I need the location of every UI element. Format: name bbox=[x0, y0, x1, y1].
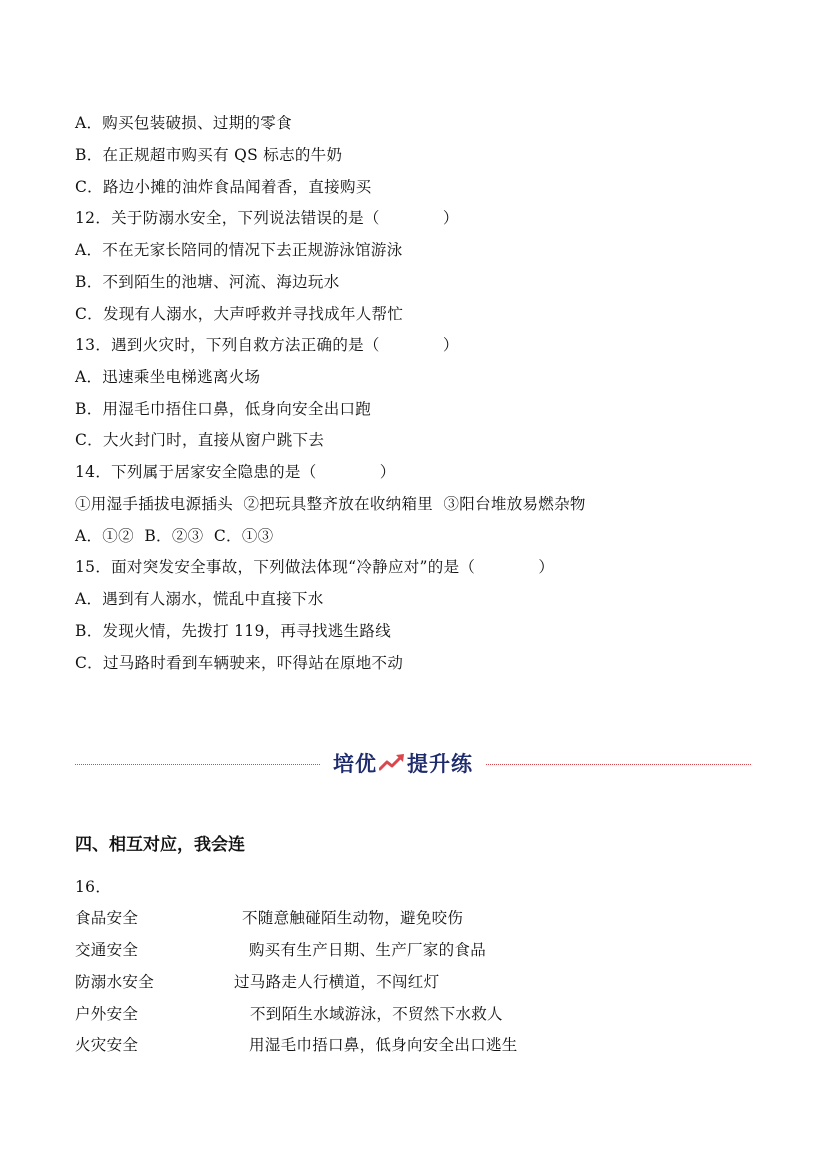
trend-arrow-icon bbox=[379, 753, 405, 773]
q14-stem: 14．下列属于居家安全隐患的是（ ） bbox=[75, 463, 396, 481]
match-right-2: 购买有生产日期、生产厂家的食品 bbox=[249, 941, 487, 959]
q11-option-b: B．在正规超市购买有 QS 标志的牛奶 bbox=[75, 146, 343, 164]
divider-right bbox=[486, 764, 751, 765]
section-title: 四、相互对应，我会连 bbox=[75, 835, 245, 855]
q13-option-c: C．大火封门时，直接从窗户跳下去 bbox=[75, 431, 325, 449]
q12-option-c: C．发现有人溺水，大声呼救并寻找成年人帮忙 bbox=[75, 305, 404, 323]
q15-option-a: A．遇到有人溺水，慌乱中直接下水 bbox=[75, 590, 324, 608]
q15-stem: 15．面对突发安全事故，下列做法体现“冷静应对”的是（ ） bbox=[75, 558, 555, 576]
banner-text-left: 培优 bbox=[333, 752, 377, 776]
q14-options: A．①② B．②③ C．①③ bbox=[75, 527, 274, 545]
q12-stem: 12．关于防溺水安全，下列说法错误的是（ ） bbox=[75, 209, 459, 227]
q11-option-c: C．路边小摊的油炸食品闻着香，直接购买 bbox=[75, 178, 372, 196]
match-left-1: 食品安全 bbox=[75, 909, 139, 927]
match-left-2: 交通安全 bbox=[75, 941, 139, 959]
banner-text-right: 提升练 bbox=[407, 752, 473, 776]
match-left-5: 火灾安全 bbox=[75, 1036, 139, 1054]
q13-option-a: A．迅速乘坐电梯逃离火场 bbox=[75, 368, 261, 386]
banner-title bbox=[322, 748, 484, 778]
q15-option-c: C．过马路时看到车辆驶来，吓得站在原地不动 bbox=[75, 654, 404, 672]
q16-number: 16． bbox=[75, 878, 112, 896]
match-right-4: 不到陌生水域游泳，不贸然下水救人 bbox=[250, 1005, 503, 1023]
match-left-4: 户外安全 bbox=[75, 1005, 139, 1023]
q14-items: ①用湿手插拔电源插头 ②把玩具整齐放在收纳箱里 ③阳台堆放易燃杂物 bbox=[75, 495, 586, 513]
q12-option-b: B．不到陌生的池塘、河流、海边玩水 bbox=[75, 273, 340, 291]
q12-option-a: A．不在无家长陪同的情况下去正规游泳馆游泳 bbox=[75, 241, 403, 259]
match-left-3: 防溺水安全 bbox=[75, 973, 155, 991]
match-right-3: 过马路走人行横道，不闯红灯 bbox=[234, 973, 440, 991]
match-right-5: 用湿毛巾捂口鼻，低身向安全出口逃生 bbox=[249, 1036, 518, 1054]
q15-option-b: B．发现火情，先拨打 119，再寻找逃生路线 bbox=[75, 622, 392, 640]
q11-option-a: A．购买包装破损、过期的零食 bbox=[75, 114, 292, 132]
match-right-1: 不随意触碰陌生动物，避免咬伤 bbox=[242, 909, 464, 927]
divider-left bbox=[75, 764, 320, 765]
q13-stem: 13．遇到火灾时，下列自救方法正确的是（ ） bbox=[75, 336, 459, 354]
q13-option-b: B．用湿毛巾捂住口鼻，低身向安全出口跑 bbox=[75, 400, 372, 418]
